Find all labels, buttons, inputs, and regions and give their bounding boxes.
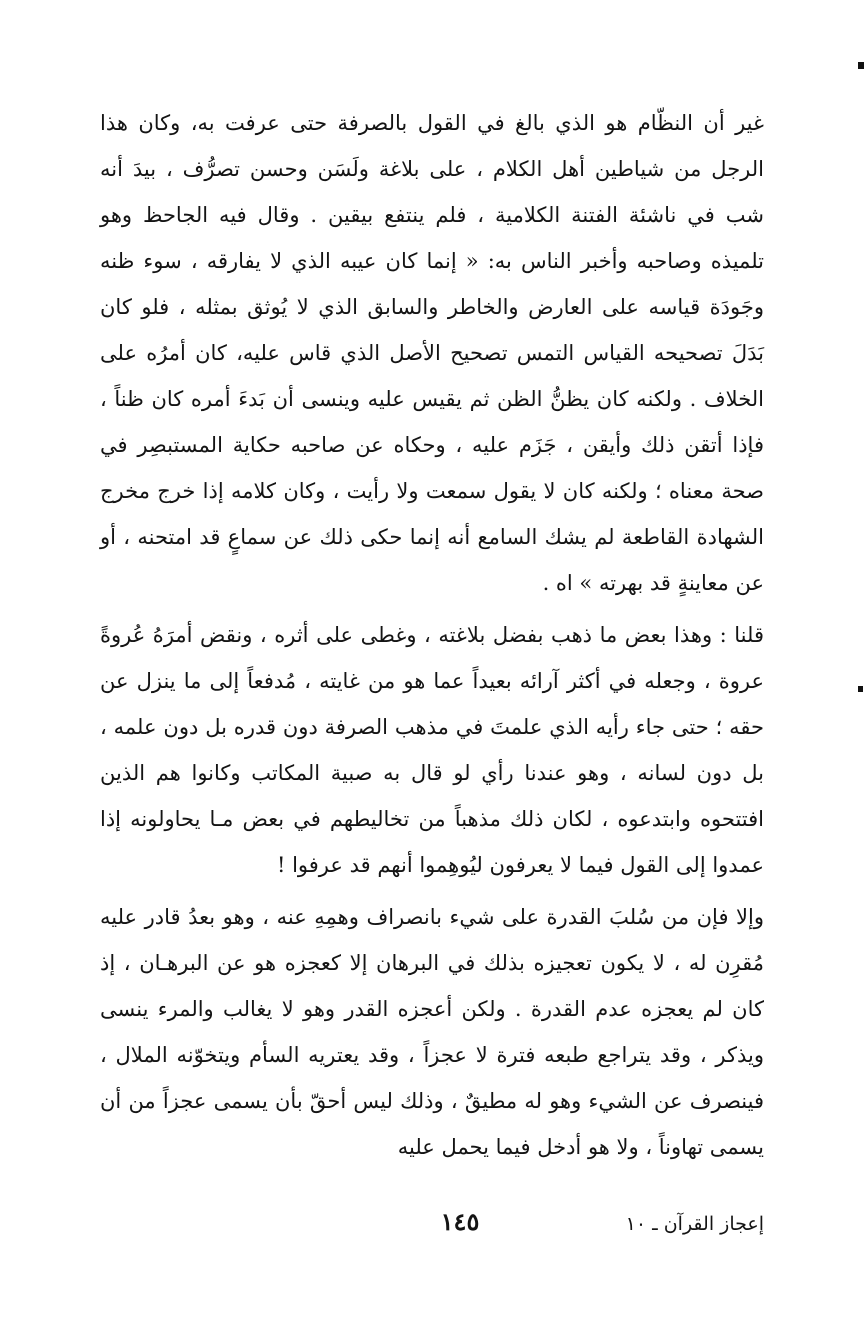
paragraph-nazzam: غير أن النظّام هو الذي بالغ في القول بالصرفة حتى عرفت به، وكان هذا الرجل من شياطين أهل الكلام ، على بلاغة ولَسَن وحسن تصرُّف ، بيدَ أنه شب في ناشئة الفتنة الكلامية ، فلم ينتفع بيقين . وقال فيه الجاحظ وهو تلميذه وصاحبه وأخبر الناس به: « إنما كان عيبه الذي لا يفارقه ، سوء ظنه وجَودَة قياسه على العارض والخاطر والسابق الذي لا يُوثق بمثله ، فلو كان بَدَلَ تصحيحه القياس التمس تصحيح الأصل الذي قاس عليه، كان أمرُه على الخلاف . ولكنه كان يظنُّ الظن ثم يقيس عليه وينسى أن بَدءَ أمره كان ظناً ، فإذا أتقن ذلك وأيقن ، جَزَم عليه ، وحكاه عن صاحبه حكاية المستبصِر في صحة معناه ؛ ولكنه كان لا يقول سمعت ولا رأيت ، وكان كلامه إذا خرج مخرج الشهادة القاطعة لم يشك السامع أنه إنما حكى ذلك عن سماعٍ قد امتحنه ، أو عن معاينةٍ قد بهرته » اه . [100, 111, 764, 595]
scan-margin-mark [858, 686, 863, 692]
page-footer [100, 1205, 764, 1245]
paragraph-wa-illa: وإلا فإن من سُلبَ القدرة على شيء بانصراف وهمِهِ عنه ، وهو بعدُ قادر عليه مُقرِن له ، لا يكون تعجيزه بذلك في البرهان إلا كعجزه هو عن البرهـان ، إذ كان لم يعجزه عدم القدرة . ولكن أعجزه القدر وهو لا يغالب والمرء ينسى ويذكر ، وقد يتراجع طبعه فترة لا عجزاً ، وقد يعتريه السأم ويتخوّنه الملال ، فينصرف عن الشيء وهو له مطيقٌ ، وذلك ليس أحقّ بأن يسمى عجزاً من أن يسمى تهاوناً ، ولا هو أدخل فيما يحمل عليه [100, 905, 764, 1159]
scan-edge-mark [858, 62, 864, 69]
page-number: ١٤٥ [440, 1207, 480, 1236]
book-signature: إعجاز القرآن ـ ١٠ [625, 1213, 764, 1235]
page-body [100, 100, 764, 1170]
paragraph-qulna: قلنا : وهذا بعض ما ذهب بفضل بلاغته ، وغطى على أثره ، ونقض أمرَهُ عُروةً عروة ، وجعله في أكثر آرائه بعيداً عما هو من غايته ، مُدفعاً إلى ما ينزل عن حقه ؛ حتى جاء رأيه الذي علمتَ في مذهب الصرفة دون قدره بل دون علمه ، بل دون لسانه ، وهو عندنا رأي لو قال به صبية المكاتب وكانوا هم الذين افتتحوه وابتدعوه ، لكان ذلك مذهباً من تخاليطهم في بعض مـا يحاولونه إذا عمدوا إلى القول فيما لا يعرفون ليُوهِموا أنهم قد عرفوا ! [100, 623, 764, 877]
